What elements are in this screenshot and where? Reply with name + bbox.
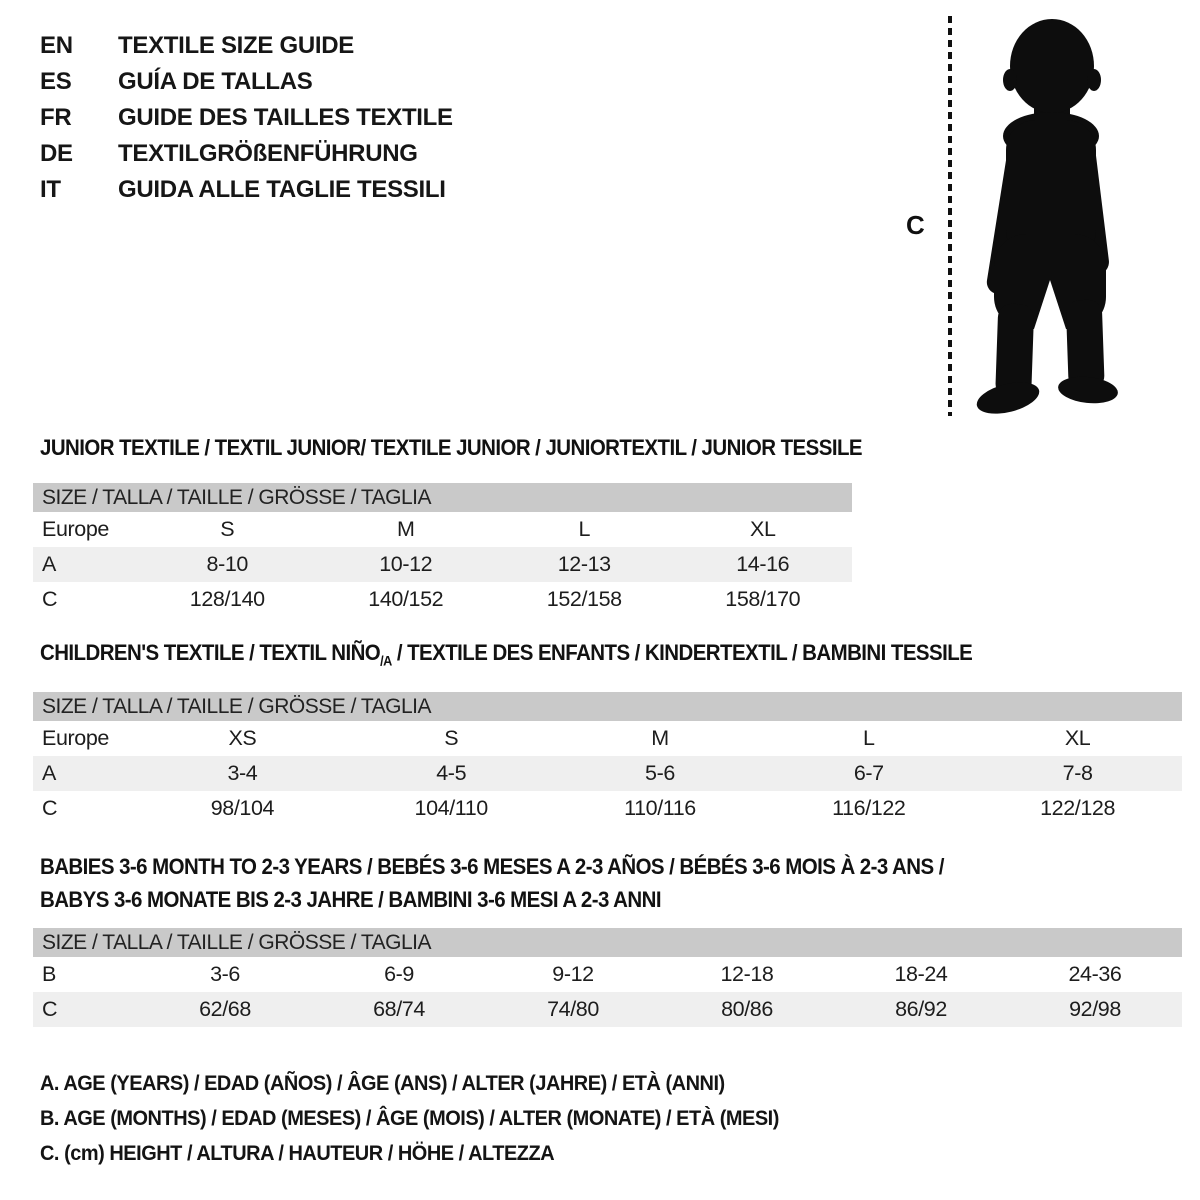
age-cell: 24-36 — [1068, 962, 1122, 986]
height-cell: 152/158 — [546, 587, 622, 611]
lang-row-es — [40, 64, 453, 100]
lang-label: GUIDA ALLE TAGLIE TESSILI — [118, 176, 446, 203]
row-label: Europe — [42, 517, 109, 541]
children-title-suffix: / TEXTILE DES ENFANTS / KINDERTEXTIL / BAMBINI TESSILE — [391, 640, 973, 665]
row-label: A — [42, 761, 56, 785]
age-cell: 9-12 — [552, 962, 594, 986]
lang-row-it — [40, 172, 453, 208]
height-cell: 74/80 — [547, 997, 599, 1021]
lang-row-en — [40, 28, 453, 64]
age-cell: 4-5 — [436, 761, 467, 785]
children-title-subscript: /A — [380, 653, 392, 669]
legend-line-a: A. AGE (YEARS) / EDAD (AÑOS) / ÂGE (ANS) / ALTER (JAHRE) / ETÀ (ANNI) — [40, 1072, 725, 1095]
row-label: C — [42, 997, 58, 1021]
table-row — [33, 756, 1182, 791]
size-cell: S — [444, 726, 459, 750]
height-measure-label: C — [906, 210, 925, 240]
lang-row-de — [40, 136, 453, 172]
toddler-silhouette — [966, 16, 1138, 420]
row-label: Europe — [42, 726, 109, 750]
row-label: B — [42, 962, 56, 986]
height-cell: 68/74 — [373, 997, 425, 1021]
height-cell: 80/86 — [721, 997, 773, 1021]
height-cell: 122/128 — [1040, 796, 1116, 820]
babies-title-line1: BABIES 3-6 MONTH TO 2-3 YEARS / BEBÉS 3-6 MESES A 2-3 AÑOS / BÉBÉS 3-6 MOIS À 2-3 ANS / — [40, 854, 944, 879]
lang-label: TEXTILGRÖßENFÜHRUNG — [118, 140, 418, 167]
row-label: C — [42, 587, 58, 611]
size-cell: XL — [750, 517, 776, 541]
age-cell: 12-13 — [557, 552, 611, 576]
row-label: A — [42, 552, 56, 576]
size-cell: XS — [228, 726, 257, 750]
language-header — [40, 28, 453, 208]
height-cell: 104/110 — [414, 796, 488, 820]
size-cell: XL — [1064, 726, 1091, 750]
lang-label: TEXTILE SIZE GUIDE — [118, 32, 354, 59]
legend-line-c: C. (cm) HEIGHT / ALTURA / HAUTEUR / HÖHE / ALTEZZA — [40, 1142, 555, 1165]
lang-code: ES — [40, 68, 72, 95]
row-label: C — [42, 796, 58, 820]
age-cell: 10-12 — [379, 552, 433, 576]
height-cell: 110/116 — [624, 796, 696, 820]
age-cell: 8-10 — [206, 552, 248, 576]
lang-code: EN — [40, 32, 73, 59]
size-cell: M — [396, 517, 415, 541]
height-measure-dashed-line — [948, 16, 952, 416]
babies-size-table — [33, 928, 1182, 1027]
age-cell: 12-18 — [720, 962, 774, 986]
age-cell: 3-6 — [210, 962, 240, 986]
age-cell: 6-9 — [384, 962, 414, 986]
table-row — [33, 957, 1182, 992]
height-cell: 158/170 — [725, 587, 801, 611]
height-cell: 98/104 — [210, 796, 275, 820]
junior-section-title: JUNIOR TEXTILE / TEXTIL JUNIOR/ TEXTILE JUNIOR / JUNIORTEXTIL / JUNIOR TESSILE — [40, 435, 862, 460]
size-cell: L — [863, 726, 875, 750]
table-row — [33, 547, 852, 582]
table-row — [33, 721, 1182, 756]
age-cell: 6-7 — [853, 761, 884, 785]
age-cell: 5-6 — [645, 761, 675, 785]
height-cell: 140/152 — [368, 587, 444, 611]
height-cell: 86/92 — [895, 997, 947, 1021]
children-section-title — [40, 640, 972, 668]
babies-size-header-bar: SIZE / TALLA / TAILLE / GRÖSSE / TAGLIA — [33, 928, 1182, 957]
age-cell: 3-4 — [227, 761, 258, 785]
junior-size-header-bar: SIZE / TALLA / TAILLE / GRÖSSE / TAGLIA — [33, 483, 852, 512]
lang-label: GUIDE DES TAILLES TEXTILE — [118, 104, 453, 131]
babies-section-title — [40, 850, 944, 916]
lang-code: IT — [40, 176, 61, 203]
lang-row-fr — [40, 100, 453, 136]
size-cell: S — [220, 517, 235, 541]
table-row — [33, 582, 852, 617]
age-cell: 14-16 — [736, 552, 790, 576]
lang-label: GUÍA DE TALLAS — [118, 68, 313, 95]
junior-size-table — [33, 483, 852, 617]
table-row — [33, 791, 1182, 826]
babies-title-line2: BABYS 3-6 MONATE BIS 2-3 JAHRE / BAMBINI 3-6 MESI A 2-3 ANNI — [40, 887, 661, 912]
height-cell: 62/68 — [199, 997, 251, 1021]
height-cell: 128/140 — [189, 587, 265, 611]
table-row — [33, 992, 1182, 1027]
age-cell: 7-8 — [1062, 761, 1093, 785]
lang-code: FR — [40, 104, 72, 131]
children-size-table — [33, 692, 1182, 826]
legend-line-b: B. AGE (MONTHS) / EDAD (MESES) / ÂGE (MOIS) / ALTER (MONATE) / ETÀ (MESI) — [40, 1107, 779, 1130]
table-row — [33, 512, 852, 547]
height-cell: 92/98 — [1069, 997, 1121, 1021]
children-size-header-bar: SIZE / TALLA / TAILLE / GRÖSSE / TAGLIA — [33, 692, 1182, 721]
age-cell: 18-24 — [894, 962, 948, 986]
lang-code: DE — [40, 140, 73, 167]
height-cell: 116/122 — [832, 796, 906, 820]
children-title-prefix: CHILDREN'S TEXTILE / TEXTIL NIÑO — [40, 640, 381, 665]
size-cell: L — [578, 517, 591, 541]
legend — [40, 1066, 779, 1171]
size-cell: M — [651, 726, 669, 750]
